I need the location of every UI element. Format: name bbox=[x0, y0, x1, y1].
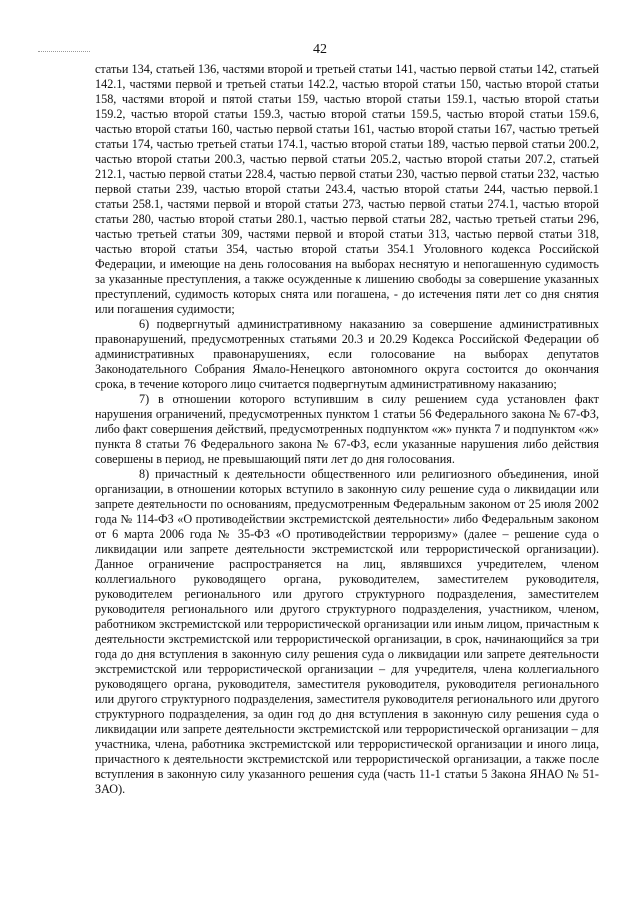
paragraph-item-7: 7) в отношении которого вступившим в силу решением суда установлен факт нарушения ограничений, предусмотренных пунктом 1 статьи 56 Федерального закона № 67-ФЗ, либо факт совершения действий, предусмотренных подпунктом «ж» пункта 7 и подпунктом «ж» пункта 8 статьи 76 Федерального закона № 67-ФЗ, если указанные нарушения либо действия совершены в период, не превышающий пяти лет до дня голосования. bbox=[95, 392, 599, 466]
paragraph-item-8: 8) причастный к деятельности общественного или религиозного объединения, иной организации, в отношении которых вступило в законную силу решение суда о ликвидации или запрете деятельности по основаниям, предусмотренным Федеральным законом от 25 июля 2002 года № 114-ФЗ «О противодействии экстремистской деятельности» либо Федеральным законом от 6 марта 2006 года № 35-ФЗ «О противодействии терроризму» (далее – решение суда о ликвидации или запрете деятельности экстремистской или террористической организации). Данное ограничение распространяется на лиц, являвшихся учредителем, членом коллегиального руководящего органа, руководителем, заместителем руководителя, руководителем регионального или другого структурного подразделения, заместителем руководителя регионального или другого структурного подразделения, участником, членом, работником экстремистской или террористической организации или иным лицом, причастным к деятельности экстремистской или террористической организации, в срок, начинающийся за три года до дня вступления в законную силу решения суда о ликвидации или запрете деятельности экстремистской или террористической организации – для учредителя, члена коллегиального руководящего органа, руководителя, заместителя руководителя, руководителя регионального или другого структурного подразделения, заместителя руководителя регионального или другого структурного подразделения, за один год до дня вступления в законную силу решения суда о ликвидации или запрете деятельности экстремистской или террористической организации – для участника, члена, работника экстремистской или террористической организации и иного лица, причастного к деятельности экстремистской или террористической организации, а также после вступления в законную силу указанного решения суда (часть 11-1 статьи 5 Закона ЯНАО № 51-ЗАО). bbox=[95, 467, 599, 796]
document-body bbox=[95, 62, 599, 797]
page-number: 42 bbox=[313, 42, 327, 57]
paragraph-item-6: 6) подвергнутый административному наказанию за совершение административных правонарушений, предусмотренных статьями 20.3 и 20.29 Кодекса Российской Федерации об административных правонарушениях, если голосование на выборах депутатов Законодательного Собрания Ямало-Ненецкого автономного округа состоится до окончания срока, в течение которого лицо считается подвергнутым административному наказанию; bbox=[95, 317, 599, 391]
paragraph-continuation: статьи 134, статьей 136, частями второй и третьей статьи 141, частью первой статьи 142, статьей 142.1, частями первой и третьей статьи 142.2, частью второй статьи 150, частью второй статьи 158, частями второй и пятой статьи 159, частью второй статьи 159.1, частью второй статьи 159.2, частью второй статьи 159.3, частью второй статьи 159.5, частью второй статьи 159.6, частью второй статьи 160, частью первой статьи 161, частью второй статьи 167, частью третьей статьи 174, частью третьей статьи 174.1, частью второй статьи 189, частью первой статьи 200.2, частью второй статьи 200.3, частью первой статьи 205.2, частью второй статьи 207.2, статьей 212.1, частью первой статьи 228.4, частью первой статьи 230, частью первой статьи 232, частью первой статьи 239, частью второй статьи 243.4, частью второй статьи 244, частью первой.1 статьи 258.1, частями первой и второй статьи 273, частью первой статьи 274.1, частью второй статьи 280, частью второй статьи 280.1, частью первой статьи 282, частью третьей статьи 296, частью третьей статьи 309, частями первой и второй статьи 313, частью первой статьи 318, частью второй статьи 354, частью второй статьи 354.1 Уголовного кодекса Российской Федерации, и имеющие на день голосования на выборах неснятую и непогашенную судимость за указанные преступления, а также осужденные к лишению свободы за совершение указанных преступлений, судимость которых снята или погашена, - до истечения пяти лет со дня снятия или погашения судимости; bbox=[95, 62, 599, 316]
